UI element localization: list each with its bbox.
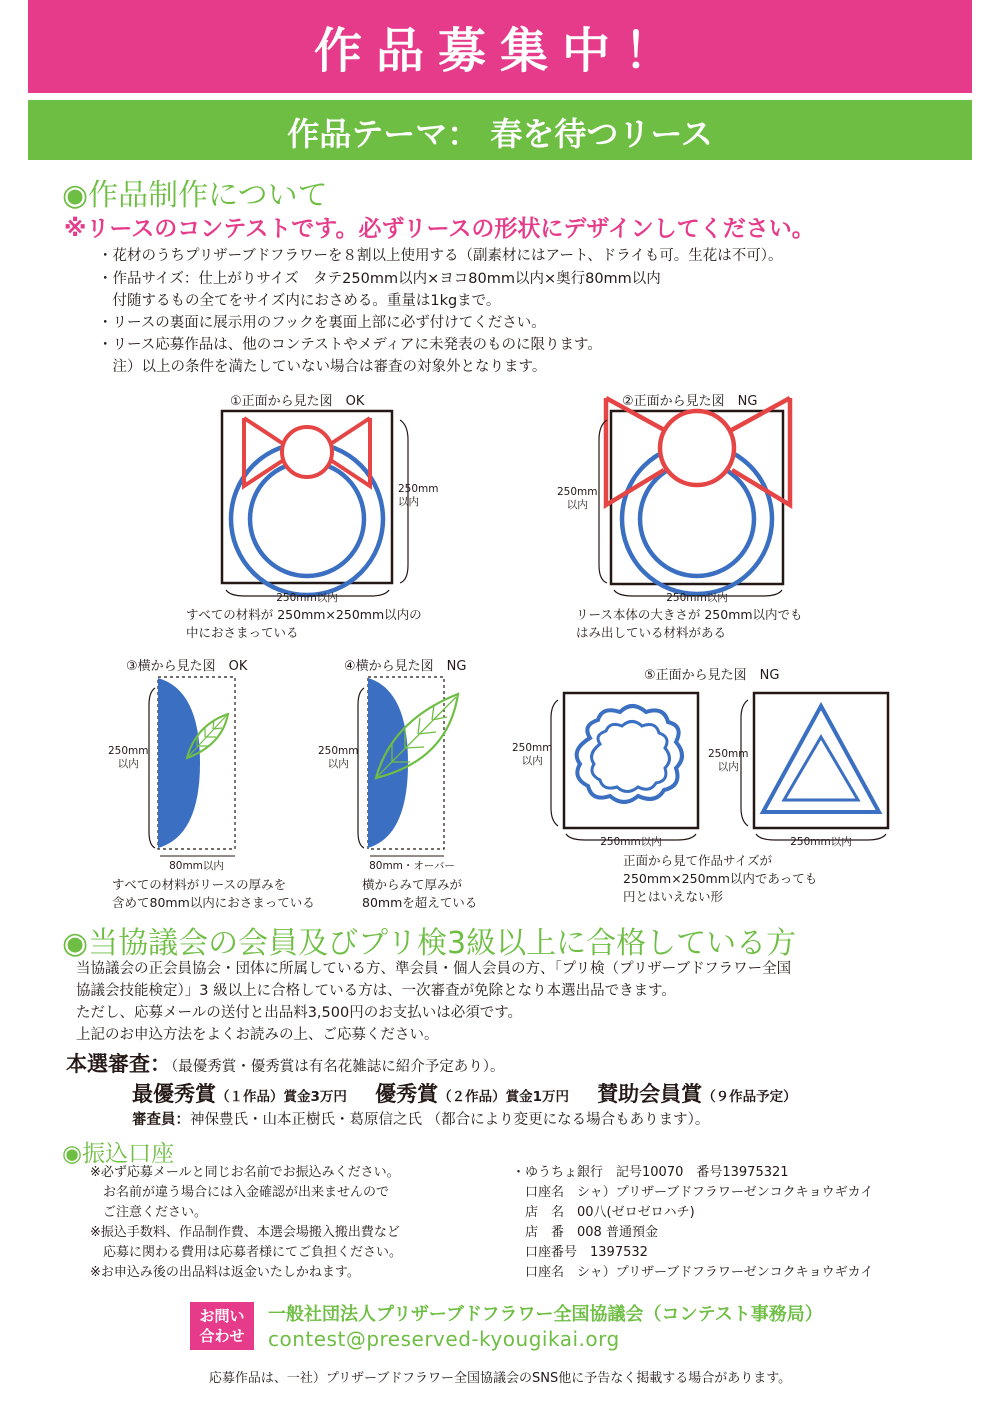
bank-line-4: 店 番 008 普通預金 xyxy=(512,1225,658,1240)
judging-label: 本選審査： xyxy=(66,1052,171,1076)
fig5-frame-a xyxy=(564,693,698,828)
fig2-height-label: 250mm 以内 xyxy=(557,486,598,511)
fig5-caption-1: 正面から見て作品サイズが xyxy=(623,853,773,868)
member-line-1: 当協議会の正会員協会・団体に所属している方、準会員・個人会員の方、「プリ検（プリザーブドフラワー全国 xyxy=(76,961,792,977)
fig4-title: ④横から見た図 NG xyxy=(344,659,467,674)
fig5-caption-3: 円とはいえない形 xyxy=(623,889,724,904)
judges-names: 神保豊氏・山本正樹氏・葛原信之氏 （都合により変更になる場合もあります）。 xyxy=(190,1112,710,1128)
member-line-3: ただし、応募メールの送付と出品料3,500円のお支払いは必須です。 xyxy=(76,1005,523,1021)
fig2-width-label: 250mm以内 xyxy=(666,592,728,604)
section-heading-production: ◉作品制作について xyxy=(62,178,328,213)
bank-line-6: 口座名 シャ）プリザーブドフラワーゼンコクキョウギカイ xyxy=(512,1265,874,1280)
fig5-height-label-b: 250mm 以内 xyxy=(708,748,749,773)
fig5-width-label-b: 250mm以内 xyxy=(790,836,852,848)
rule-line-6: 注）以上の条件を満たしていない場合は審査の対象外となります。 xyxy=(98,359,547,375)
section-heading-payment: ◉振込口座 xyxy=(62,1141,175,1167)
judging-note: （最優秀賞・優秀賞は有名花雑誌に紹介予定あり）。 xyxy=(171,1059,505,1075)
fig1-title: ①正面から見た図 OK xyxy=(230,394,365,409)
section-heading-members: ◉当協議会の会員及びプリ検3級以上に合格している方 xyxy=(62,926,797,961)
award-detail-3: （９作品予定） xyxy=(702,1089,797,1105)
fig4-width-label: 80mm・オーバー xyxy=(369,860,455,872)
judges-row xyxy=(132,1108,709,1129)
footer-note: 応募作品は、一社）プリザーブドフラワー全国協議会のSNS他に予告なく掲載する場合があります。 xyxy=(208,1371,792,1386)
page-title: 作品募集中！ xyxy=(313,23,686,79)
contact-badge-line-2: 合わせ xyxy=(199,1327,245,1345)
fig3-caption-1: すべての材料がリースの厚みを xyxy=(112,877,287,892)
bank-line-2: 口座名 シャ）プリザーブドフラワーゼンコクキョウギカイ xyxy=(512,1185,874,1200)
fig5-height-label-a: 250mm 以内 xyxy=(512,742,553,767)
wreath-notice: ※リースのコンテストです。必ずリースの形状にデザインしてください。 xyxy=(64,216,815,242)
rule-line-4: ・リースの裏面に展示用のフックを裏面上部に必ず付けてください。 xyxy=(98,315,546,331)
awards-row xyxy=(132,1078,797,1108)
fig5-width-label-a: 250mm以内 xyxy=(600,836,662,848)
award-name-3: 賛助会員賞 xyxy=(597,1082,703,1106)
fig3-title: ③横から見た図 OK xyxy=(126,659,248,674)
fig2-caption-1: リース本体の大きさが 250mm以内でも xyxy=(576,607,803,622)
member-line-2: 協議会技能検定）」3 級以上に合格している方は、一次審査が免除となり本選出品できます。 xyxy=(76,983,676,999)
award-detail-1: （１作品）賞金3万円 xyxy=(216,1089,347,1105)
fig5-caption-2: 250mm×250mm以内であっても xyxy=(623,871,818,886)
award-name-1: 最優秀賞 xyxy=(132,1082,216,1106)
fig4-height-label: 250mm 以内 xyxy=(318,745,359,770)
fig4-caption-1: 横からみて厚みが xyxy=(362,877,463,892)
rule-line-5: ・リース応募作品は、他のコンテストやメディアに未発表のものに限ります。 xyxy=(98,337,602,353)
judges-label: 審査員： xyxy=(132,1112,190,1128)
contact-badge-line-1: お問い xyxy=(199,1307,245,1325)
rule-line-3: 付随するもの全てをサイズ内におさめる。重量は1kgまで。 xyxy=(98,293,501,309)
fig5-triangle-inner xyxy=(784,737,858,800)
payment-note-3: ご注意ください。 xyxy=(90,1205,208,1220)
fig1-height-label: 250mm 以内 xyxy=(398,483,439,508)
payment-note-5: 応募に関わる費用は応募者様にてご負担ください。 xyxy=(90,1245,403,1260)
fig3-caption-2: 含めて80mm以内におさまっている xyxy=(112,895,315,910)
bank-line-1: ・ゆうちょ銀行 記号10070 番号13975321 xyxy=(512,1165,789,1180)
payment-note-6: ※お申込み後の出品料は返金いたしかねます。 xyxy=(90,1265,360,1280)
member-line-4: 上記のお申込方法をよくお読みの上、ご応募ください。 xyxy=(76,1027,439,1043)
fig2-caption-2: はみ出している材料がある xyxy=(576,625,727,640)
theme-title: 作品テーマ： 春を待つリース xyxy=(287,115,713,153)
fig1-width-label: 250mm以内 xyxy=(276,592,338,604)
fig3-width-label: 80mm以内 xyxy=(169,860,224,872)
fig5-triangle-outer xyxy=(763,706,879,812)
payment-note-4: ※振込手数料、作品制作費、本選会場搬入搬出費など xyxy=(90,1225,400,1240)
fig5-cloud-inner xyxy=(592,722,670,792)
bank-line-5: 口座番号 1397532 xyxy=(512,1245,648,1260)
bank-line-3: 店 名 00八(ゼロゼロハチ) xyxy=(512,1205,695,1220)
contact-email-link[interactable]: contest@preserved-kyougikai.org xyxy=(268,1327,620,1351)
judging-row xyxy=(66,1048,505,1078)
rule-line-2: ・作品サイズ：仕上がりサイズ タテ250mm以内×ヨコ80mm以内×奥行80mm以内 xyxy=(98,271,661,287)
payment-note-1: ※必ず応募メールと同じお名前でお振込みください。 xyxy=(90,1165,400,1180)
contact-badge xyxy=(190,1302,254,1350)
fig5-frame-b xyxy=(754,693,888,828)
fig1-caption-1: すべての材料が 250mm×250mm以内の xyxy=(186,607,422,622)
fig3-height-label: 250mm 以内 xyxy=(108,745,149,770)
payment-note-2: お名前が違う場合には入金確認が出来ませんので xyxy=(90,1185,390,1200)
award-name-2: 優秀賞 xyxy=(375,1082,439,1106)
rule-line-1: ・花材のうちプリザーブドフラワーを８割以上使用する（副素材にはアート、ドライも可。生花は不可）。 xyxy=(98,248,783,264)
fig1-caption-2: 中におさまっている xyxy=(186,625,299,640)
fig5-title: ⑤正面から見た図 NG xyxy=(644,668,780,683)
fig2-title: ②正面から見た図 NG xyxy=(622,394,758,409)
award-detail-2: （２作品）賞金1万円 xyxy=(438,1089,569,1105)
fig4-caption-2: 80mmを超えている xyxy=(362,895,478,910)
contact-org: 一般社団法人プリザーブドフラワー全国協議会（コンテスト事務局） xyxy=(268,1304,823,1325)
